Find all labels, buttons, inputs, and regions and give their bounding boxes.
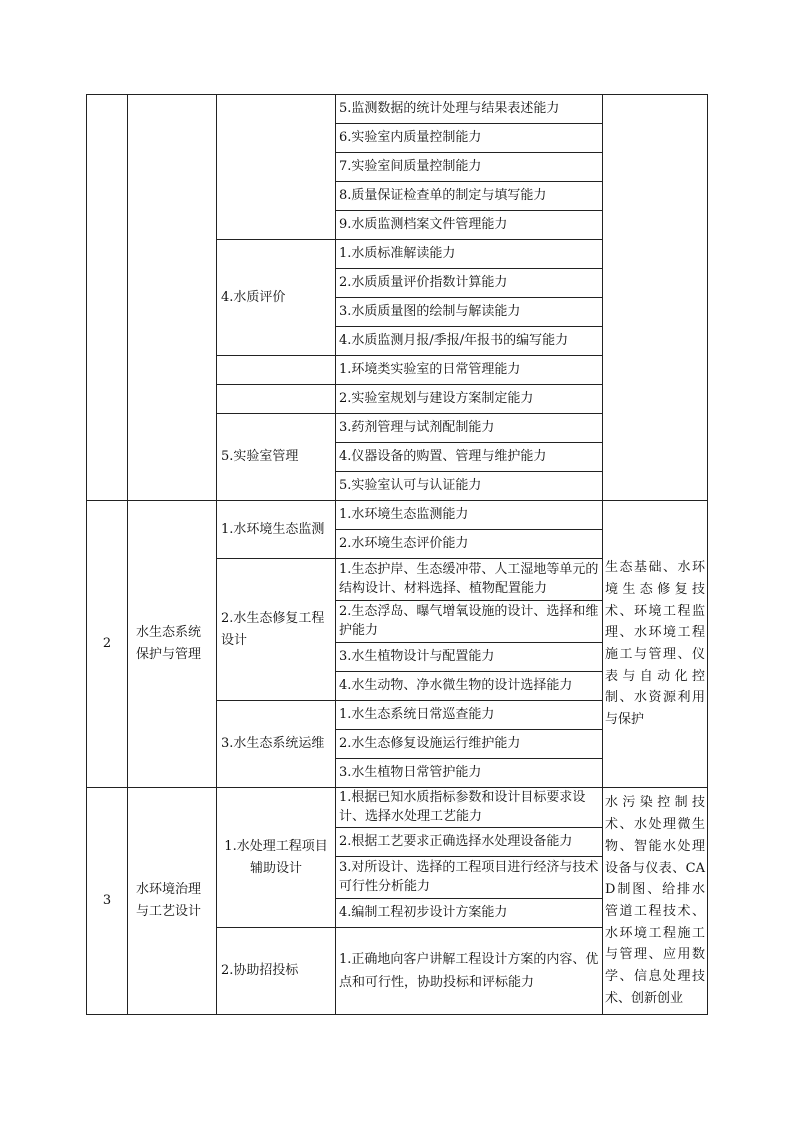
- ability-cell: 1.根据已知水质指标参数和设计目标要求设计、选择水处理工艺能力: [336, 788, 603, 828]
- related-courses-cell: 水污染控制技术、水处理微生物、智能水处理设备与仪表、CAD制图、给排水管道工程技术、水环境工程施工与管理、应用数学、信息处理技术、创新创业: [603, 788, 708, 1015]
- ability-cell: 1.水生态系统日常巡查能力: [336, 701, 603, 730]
- related-courses-cell: 生态基础、水环境生态修复技术、环境工程监理、水环境工程施工与管理、仪表与自动化控制、水资源利用与保护: [603, 501, 708, 788]
- section-number-cell: 3: [87, 788, 128, 1015]
- section-number-cell: [87, 95, 128, 501]
- competency-table: [86, 94, 708, 1015]
- ability-cell: 4.水生动物、净水微生物的设计选择能力: [336, 672, 603, 701]
- task-cell: [217, 385, 336, 414]
- ability-cell: 9.水质监测档案文件管理能力: [336, 211, 603, 240]
- domain-cell: [128, 95, 217, 501]
- ability-cell: 1.环境类实验室的日常管理能力: [336, 356, 603, 385]
- ability-cell: 3.对所设计、选择的工程项目进行经济与技术可行性分析能力: [336, 857, 603, 899]
- task-cell: 1.水环境生态监测: [217, 501, 336, 559]
- ability-cell: 2.生态浮岛、曝气增氧设施的设计、选择和维护能力: [336, 601, 603, 643]
- task-cell: 3.水生态系统运维: [217, 701, 336, 788]
- ability-cell: 1.水环境生态监测能力: [336, 501, 603, 530]
- ability-cell: 5.实验室认可与认证能力: [336, 472, 603, 501]
- ability-cell: 4.编制工程初步设计方案能力: [336, 899, 603, 928]
- ability-cell: 3.水质质量图的绘制与解读能力: [336, 298, 603, 327]
- ability-cell: 3.水生植物日常管护能力: [336, 759, 603, 788]
- ability-cell: 2.实验室规划与建设方案制定能力: [336, 385, 603, 414]
- task-cell: [217, 95, 336, 240]
- ability-cell: 6.实验室内质量控制能力: [336, 124, 603, 153]
- ability-cell: 3.水生植物设计与配置能力: [336, 643, 603, 672]
- task-cell: 4.水质评价: [217, 240, 336, 356]
- ability-cell: 4.仪器设备的购置、管理与维护能力: [336, 443, 603, 472]
- ability-cell: 2.水环境生态评价能力: [336, 530, 603, 559]
- ability-cell: 2.水生态修复设施运行维护能力: [336, 730, 603, 759]
- related-courses-cell: [603, 95, 708, 501]
- ability-cell: 8.质量保证检查单的制定与填写能力: [336, 182, 603, 211]
- ability-cell: 3.药剂管理与试剂配制能力: [336, 414, 603, 443]
- task-cell: 2.协助招投标: [217, 928, 336, 1015]
- ability-cell: 1.水质标准解读能力: [336, 240, 603, 269]
- ability-cell: 2.根据工艺要求正确选择水处理设备能力: [336, 828, 603, 857]
- ability-cell: 5.监测数据的统计处理与结果表述能力: [336, 95, 603, 124]
- ability-cell: 1.生态护岸、生态缓冲带、人工湿地等单元的结构设计、材料选择、植物配置能力: [336, 559, 603, 601]
- task-cell: 1.水处理工程项目辅助设计: [217, 788, 336, 928]
- ability-cell: 4.水质监测月报/季报/年报书的编写能力: [336, 327, 603, 356]
- section-number-cell: 2: [87, 501, 128, 788]
- domain-cell: 水环境治理与工艺设计: [128, 788, 217, 1015]
- domain-cell: 水生态系统保护与管理: [128, 501, 217, 788]
- task-cell: [217, 356, 336, 385]
- ability-cell: 2.水质质量评价指数计算能力: [336, 269, 603, 298]
- task-cell: 5.实验室管理: [217, 414, 336, 501]
- ability-cell: 7.实验室间质量控制能力: [336, 153, 603, 182]
- ability-cell: 1.正确地向客户讲解工程设计方案的内容、优点和可行性，协助投标和评标能力: [336, 928, 603, 1015]
- task-cell: 2.水生态修复工程设计: [217, 559, 336, 701]
